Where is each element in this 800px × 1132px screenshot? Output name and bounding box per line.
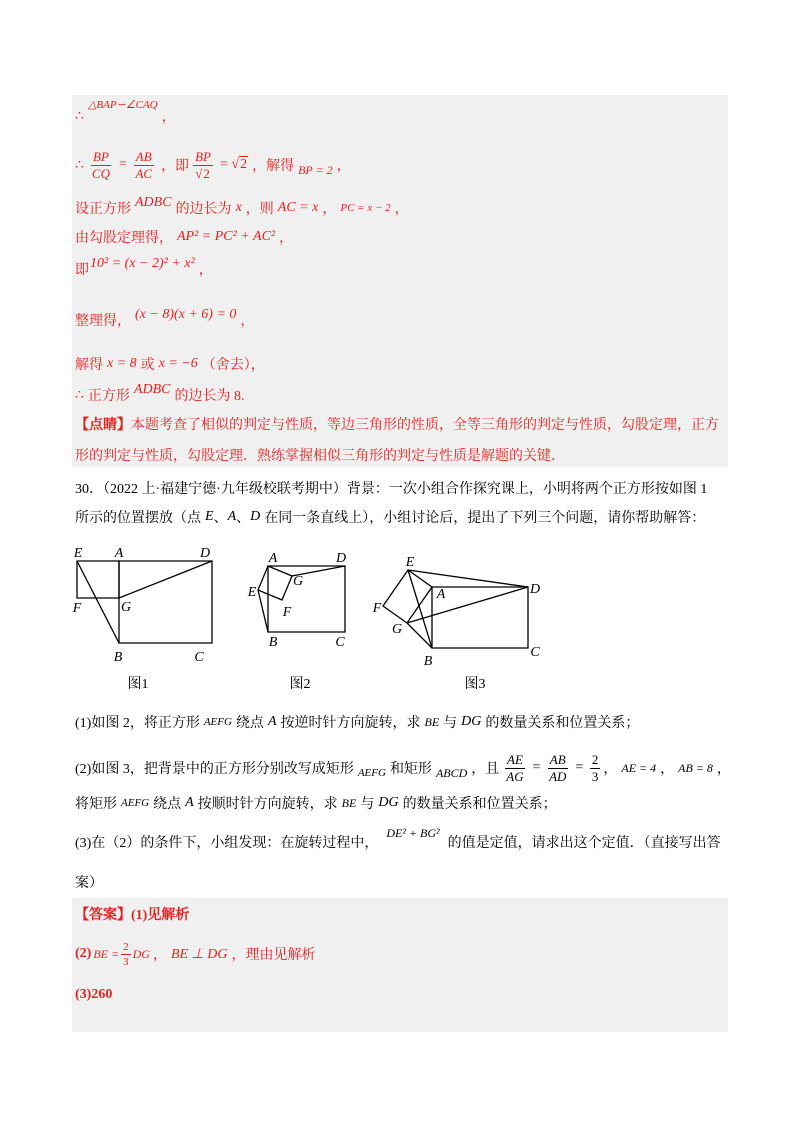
text-segment: 在同一条直线上），小组讨论后，提出了下列三个问题，请你帮助解答：	[264, 511, 706, 526]
figure-3	[372, 555, 541, 692]
equals-sign: =	[574, 760, 584, 775]
text-segment: ，即	[161, 159, 190, 174]
text-segment: 解得	[75, 358, 103, 373]
answer-tag: 【答案】	[75, 908, 131, 923]
text-segment: 的数量关系和位置关系；	[485, 716, 640, 731]
math-expression: PC = x − 2	[340, 202, 391, 214]
fraction-denominator: 3	[591, 768, 599, 784]
math-expression: x = 8	[107, 356, 137, 371]
comma: ，	[240, 314, 255, 329]
text-segment: 本题考查了相似的判定与性质，等边三角形的性质，全等三角形的判定与性质，勾股定理，正方	[131, 418, 719, 433]
text-segment: ，理由见解析	[231, 948, 316, 963]
fraction-ab-over-ac	[133, 150, 154, 181]
question-part-2-continued	[75, 788, 557, 818]
radical-sign: √	[231, 157, 240, 172]
text-segment: (1)如图 2，将正方形	[75, 716, 200, 731]
text-segment: （舍去），	[201, 358, 265, 373]
rectangle-name: AEFG	[357, 767, 386, 779]
text-segment: 或	[140, 358, 155, 373]
fig2-label-c: C	[335, 635, 345, 650]
text-segment: 设正方形	[75, 202, 131, 217]
fig3-label-a: A	[436, 587, 446, 602]
rectangle-name: ABCD	[435, 765, 468, 780]
figure-2	[247, 551, 346, 692]
rectangle-name: AEFG	[121, 797, 150, 809]
fraction-bp-over-cq	[90, 150, 112, 181]
fraction-ae-over-ag	[504, 753, 525, 784]
fraction-denominator	[193, 166, 213, 181]
point-name: A	[267, 714, 277, 729]
fig1-label-d: D	[199, 546, 211, 561]
square-name: ADBC	[133, 382, 171, 397]
question-part-3-continued	[75, 867, 103, 897]
text-segment: 案）	[75, 876, 103, 891]
text-segment: (3)在（2）的条件下，小组发现：在旋转过程中，	[75, 836, 379, 851]
fig3-label-b: B	[423, 654, 433, 669]
text-segment: 30．（2022 上·福建宁德·九年级校联考期中）背景：一次小组合作探究课上，小明将两个正方形按如图 1	[75, 482, 708, 497]
segment-name: BE	[341, 795, 357, 810]
fig3-label-c: C	[530, 645, 540, 660]
fraction-numerator: AB	[135, 148, 152, 164]
fig2-label-f: F	[282, 605, 292, 620]
fig3-label-d: D	[529, 582, 541, 597]
comma: ，	[198, 263, 213, 278]
fraction-ab-over-ad	[547, 753, 568, 784]
equals-sign: =	[117, 157, 128, 172]
fraction-numerator: 2	[123, 940, 129, 953]
comma: ，	[279, 231, 294, 246]
fig2-caption: 图2	[289, 677, 311, 692]
fraction-denominator: AD	[549, 768, 567, 784]
fraction-numerator: AE	[507, 751, 523, 767]
separator: 、	[213, 511, 228, 526]
math-expression: BE ⊥ DG	[170, 946, 228, 962]
solution-line-5	[75, 254, 213, 284]
text-segment: ，且	[471, 762, 500, 777]
text-segment: 的数量关系和位置关系；	[402, 797, 557, 812]
fraction-numerator: AB	[549, 751, 566, 767]
math-expression: AE = 4	[621, 760, 657, 775]
solution-line-6	[75, 305, 254, 335]
radicand: 2	[240, 157, 248, 172]
text-segment: 的边长为	[175, 202, 232, 217]
text-segment: 和矩形	[389, 762, 432, 777]
math-expression: x = −6	[158, 356, 198, 371]
text-segment: 按顺时针方向旋转，求	[197, 797, 338, 812]
comma: ，	[716, 762, 731, 777]
comma: ，	[152, 948, 167, 963]
fraction-numerator: 2	[591, 751, 599, 767]
fig3-segment-dg	[407, 587, 528, 623]
therefore-symbol: ∴	[75, 157, 84, 173]
comma: ，	[322, 202, 337, 217]
solution-line-3	[75, 193, 409, 223]
solution-line-4	[75, 222, 293, 252]
fig1-label-e: E	[73, 546, 83, 561]
text-segment: 绕点	[153, 797, 182, 812]
math-expression: BP = 2	[298, 162, 333, 177]
fig3-rect-aefg	[383, 570, 432, 623]
segment-name: DG	[461, 714, 482, 729]
comma: ，	[394, 202, 409, 217]
radical-sign: √	[195, 165, 203, 181]
therefore-symbol: ∴	[75, 387, 84, 403]
point-name: D	[250, 509, 261, 524]
therefore-symbol: ∴	[75, 108, 84, 124]
text-segment: 将矩形	[75, 797, 117, 812]
text-segment: 的值是定值，请求出这个定值．（直接写出答	[447, 836, 721, 851]
text-segment: 的边长为 8.	[174, 389, 245, 404]
question-intro-line-1	[75, 473, 707, 503]
text-segment: 按逆时针方向旋转，求	[280, 716, 421, 731]
text-segment: 由勾股定理得，	[75, 231, 173, 246]
separator: 、	[236, 511, 251, 526]
square-name: ADBC	[135, 195, 172, 210]
fraction-two-thirds	[590, 753, 601, 784]
fig1-label-b: B	[113, 650, 123, 665]
equals-sign: =	[218, 157, 229, 172]
answer-part-3: (3)260	[75, 987, 113, 1002]
question-part-3	[75, 827, 721, 857]
fig1-label-f: F	[72, 601, 82, 616]
math-expression: DE² + BG²	[386, 825, 440, 840]
text-segment: 与	[360, 797, 375, 812]
math-expression: BE =	[93, 946, 120, 961]
text-segment: 与	[443, 716, 458, 731]
question-part-2	[75, 753, 731, 783]
dianjing-line-1	[75, 409, 719, 439]
answer-part-label: (2)	[75, 946, 92, 961]
fig3-caption: 图3	[464, 677, 486, 692]
text-segment: 整理得，	[75, 314, 131, 329]
solution-line-1	[75, 98, 176, 131]
solution-line-7	[75, 349, 265, 379]
text-segment: 正方形	[87, 389, 130, 404]
equals-sign: =	[531, 760, 542, 775]
fig3-label-g: G	[391, 622, 403, 637]
answer-line-1	[75, 899, 189, 929]
similarity-statement: △BAP∽∠CAQ	[87, 98, 158, 111]
answer-line-2	[75, 939, 315, 969]
fig1-segment-be	[77, 561, 119, 643]
dianjing-tag: 【点睛】	[75, 418, 131, 433]
variable: x	[235, 200, 242, 215]
fraction-two-thirds	[121, 941, 131, 968]
fig2-label-g: G	[292, 574, 304, 589]
math-expression: (x − 8)(x + 6) = 0	[135, 307, 237, 322]
math-expression: AB = 8	[678, 760, 713, 775]
comma: ，	[660, 762, 675, 777]
point-name: E	[205, 509, 214, 524]
text-segment: 所示的位置摆放（点	[75, 511, 201, 526]
fraction-denominator: AG	[506, 768, 524, 784]
fig1-square-aefg	[77, 561, 119, 598]
fig2-label-e: E	[247, 585, 257, 600]
fig1-label-a: A	[114, 546, 124, 561]
fraction-numerator: BP	[93, 148, 109, 164]
fig1-square-abcd	[119, 561, 212, 643]
math-expression: 10² = (x − 2)² + x²	[90, 256, 195, 271]
fig2-label-d: D	[335, 551, 347, 566]
question-part-1	[75, 707, 639, 737]
segment-name: BE	[424, 714, 440, 729]
fig3-label-f: F	[372, 601, 382, 616]
answer-part-1: (1)见解析	[131, 908, 190, 923]
comma: ，	[161, 110, 176, 125]
fig2-label-b: B	[268, 635, 278, 650]
fig1-label-c: C	[194, 650, 204, 665]
answer-line-3	[75, 980, 112, 1010]
math-expression: AC = x	[277, 200, 319, 215]
text-segment: 即	[75, 263, 89, 278]
square-root-value	[231, 157, 248, 173]
solution-line-2	[75, 150, 351, 180]
fig3-rect-abcd	[432, 587, 528, 648]
text-segment: ，则	[245, 202, 274, 217]
fraction-bp-over-root2	[193, 150, 213, 181]
segment-name: DG	[378, 795, 399, 810]
text-segment: 绕点	[235, 716, 264, 731]
comma: ，	[603, 762, 618, 777]
shape-name: AEFG	[203, 716, 232, 728]
fraction-numerator: BP	[195, 148, 211, 164]
geometry-figures	[60, 540, 560, 700]
figure-1	[72, 546, 212, 692]
radicand: 2	[203, 165, 210, 181]
point-name: A	[185, 795, 194, 810]
fig3-label-e: E	[405, 555, 415, 570]
dianjing-line-2	[75, 440, 565, 470]
segment-name: DG	[132, 946, 150, 961]
solution-line-8	[75, 380, 244, 410]
text-segment: (2)如图 3，把背景中的正方形分别改写成矩形	[75, 762, 354, 777]
fig1-label-g: G	[120, 600, 132, 615]
text-segment: 形的判定与性质，勾股定理．熟练掌握相似三角形的判定与性质是解题的关键．	[75, 449, 565, 464]
fig1-segment-dg	[119, 561, 212, 598]
comma: ，	[336, 159, 351, 174]
fig2-label-a: A	[268, 551, 278, 566]
fraction-denominator: CQ	[91, 165, 110, 181]
math-expression: AP² = PC² + AC²	[177, 229, 276, 244]
fraction-denominator: 3	[123, 955, 129, 968]
question-intro-line-2	[75, 502, 705, 532]
fig2-square-aefg	[258, 566, 292, 600]
fig3-segment-de	[408, 570, 528, 587]
point-name: A	[227, 509, 237, 524]
fig2-segment-be	[258, 590, 268, 632]
fig1-caption: 图1	[127, 677, 149, 692]
text-segment: ，解得	[252, 159, 295, 174]
fraction-denominator: AC	[135, 165, 153, 181]
